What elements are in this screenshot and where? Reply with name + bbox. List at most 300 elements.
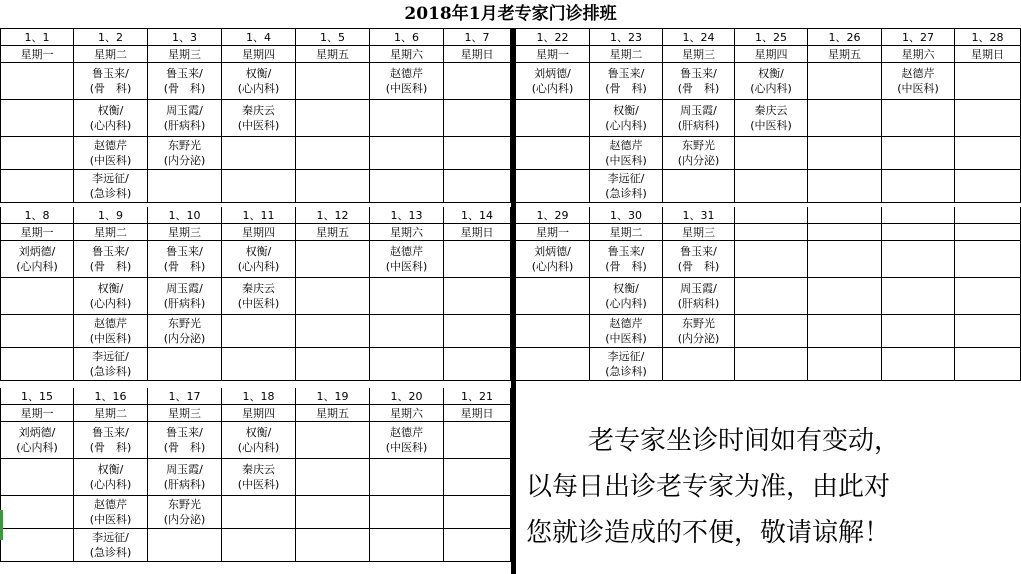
schedule-doctor-cell[interactable] [808,278,882,315]
schedule-doctor-cell[interactable] [444,100,511,137]
schedule-doctor-cell[interactable] [808,315,882,348]
cell-text: (心内科) [750,82,792,95]
schedule-doctor-cell[interactable] [663,348,735,381]
schedule-doctor-cell[interactable] [148,170,222,203]
schedule-doctor-cell[interactable] [444,241,511,278]
cell-text: (骨 科) [605,82,647,95]
schedule-doctor-cell[interactable] [516,137,590,170]
schedule-date-cell[interactable] [370,29,444,46]
schedule-doctor-cell[interactable] [370,137,444,170]
cell-text: 1、22 [536,30,569,44]
schedule-doctor-cell[interactable] [735,170,808,203]
schedule-doctor-cell[interactable] [148,63,222,100]
cell-text: 星期三 [168,47,201,61]
schedule-doctor-cell[interactable] [222,137,296,170]
schedule-date-cell[interactable] [882,29,955,46]
schedule-doctor-cell[interactable] [882,278,955,315]
cell-text: 鲁玉来/ [607,245,645,258]
cell-text: 星期日 [971,47,1004,61]
schedule-weekday-cell[interactable] [444,405,511,422]
schedule-doctor-cell[interactable] [808,348,882,381]
schedule-doctor-cell[interactable] [0,63,74,100]
schedule-doctor-cell[interactable] [590,241,663,278]
schedule-doctor-cell[interactable] [955,278,1021,315]
schedule-doctor-cell[interactable] [808,170,882,203]
schedule-doctor-cell[interactable] [444,348,511,381]
schedule-doctor-cell[interactable] [590,137,663,170]
schedule-doctor-cell[interactable] [590,348,663,381]
cell-text: 权衡/ [245,426,272,439]
cell-text: 1、13 [390,208,423,222]
schedule-doctor-cell[interactable] [444,137,511,170]
schedule-doctor-cell[interactable] [590,170,663,203]
schedule-weekday-cell[interactable] [74,46,148,63]
cell-text: 秦庆云 [242,282,275,295]
schedule-weekday-cell[interactable] [663,224,735,241]
schedule-doctor-cell[interactable] [735,278,808,315]
cell-text: 鲁玉来/ [680,67,717,80]
schedule-doctor-cell[interactable] [296,496,370,529]
schedule-date-cell[interactable] [0,388,74,405]
schedule-weekday-cell[interactable] [148,405,222,422]
cell-text: 赵德芹 [609,139,643,152]
cell-text: (心内科) [237,441,280,454]
notice-line-3: 您就诊造成的不便，敬请谅解！ [526,518,891,548]
schedule-doctor-cell[interactable] [296,459,370,496]
cell-text: 星期日 [460,225,494,239]
schedule-weekday-cell[interactable] [296,224,370,241]
schedule-date-cell[interactable] [882,207,955,224]
schedule-doctor-cell[interactable] [296,100,370,137]
schedule-doctor-cell[interactable] [296,170,370,203]
schedule-date-cell[interactable] [296,207,370,224]
schedule-doctor-cell[interactable] [148,529,222,562]
schedule-doctor-cell[interactable] [148,241,222,278]
schedule-doctor-cell[interactable] [148,137,222,170]
schedule-doctor-cell[interactable] [590,278,663,315]
schedule-doctor-cell[interactable] [148,422,222,459]
schedule-doctor-cell[interactable] [590,63,663,100]
schedule-doctor-cell[interactable] [735,100,808,137]
schedule-date-cell[interactable] [222,207,296,224]
schedule-date-cell[interactable] [148,388,222,405]
cell-text: (中医科) [237,478,280,491]
cell-text: 赵德芹 [94,139,127,152]
schedule-doctor-cell[interactable] [74,348,148,381]
schedule-weekday-cell[interactable] [148,224,222,241]
schedule-doctor-cell[interactable] [296,278,370,315]
schedule-doctor-cell[interactable] [370,100,444,137]
cell-text: (中医科) [237,119,280,132]
cell-text: (心内科) [605,297,647,310]
schedule-date-cell[interactable] [296,388,370,405]
schedule-doctor-cell[interactable] [370,241,444,278]
schedule-doctor-cell[interactable] [0,348,74,381]
schedule-doctor-cell[interactable] [0,315,74,348]
schedule-weekday-cell[interactable] [590,224,663,241]
schedule-doctor-cell[interactable] [222,529,296,562]
schedule-weekday-cell[interactable] [444,224,511,241]
schedule-date-cell[interactable] [370,388,444,405]
schedule-doctor-cell[interactable] [955,100,1021,137]
cell-text: 1、20 [390,389,423,403]
schedule-doctor-cell[interactable] [148,459,222,496]
schedule-doctor-cell[interactable] [444,496,511,529]
schedule-doctor-cell[interactable] [663,241,735,278]
schedule-doctor-cell[interactable] [0,459,74,496]
schedule-doctor-cell[interactable] [74,137,148,170]
schedule-weekday-cell[interactable] [882,224,955,241]
cell-text: (中医科) [385,260,428,273]
schedule-doctor-cell[interactable] [148,496,222,529]
schedule-doctor-cell[interactable] [222,422,296,459]
schedule-doctor-cell[interactable] [222,170,296,203]
schedule-doctor-cell[interactable] [74,241,148,278]
schedule-doctor-cell[interactable] [148,315,222,348]
schedule-doctor-cell[interactable] [955,348,1021,381]
cell-text: 李远征/ [92,531,129,544]
schedule-date-cell[interactable] [516,29,590,46]
schedule-date-cell[interactable] [955,207,1021,224]
schedule-weekday-cell[interactable] [74,405,148,422]
cell-text: 权衡/ [758,67,784,80]
schedule-date-cell[interactable] [148,207,222,224]
schedule-weekday-cell[interactable] [590,46,663,63]
cell-text: 1、29 [536,208,569,222]
cell-text: (骨 科) [163,82,206,95]
schedule-doctor-cell[interactable] [882,241,955,278]
schedule-doctor-cell[interactable] [370,496,444,529]
schedule-doctor-cell[interactable] [808,241,882,278]
cell-text: 鲁玉来/ [166,245,203,258]
cell-text: 鲁玉来/ [166,67,203,80]
schedule-doctor-cell[interactable] [74,315,148,348]
cell-text: 星期三 [682,47,715,61]
schedule-weekday-cell[interactable] [0,224,74,241]
schedule-doctor-cell[interactable] [516,63,590,100]
schedule-doctor-cell[interactable] [516,278,590,315]
notice-line-2: 以每日出诊老专家为准，由此对 [526,472,891,502]
cell-text: 秦庆云 [242,104,275,117]
cell-text: 星期一 [20,225,54,239]
schedule-date-cell[interactable] [444,388,511,405]
schedule-doctor-cell[interactable] [663,315,735,348]
cell-text: 星期三 [168,406,201,420]
schedule-date-cell[interactable] [955,29,1021,46]
schedule-weekday-cell[interactable] [0,46,74,63]
schedule-weekday-cell[interactable] [148,46,222,63]
notice-text [516,388,1021,574]
schedule-doctor-cell[interactable] [222,315,296,348]
schedule-doctor-cell[interactable] [296,315,370,348]
schedule-weekday-cell[interactable] [74,224,148,241]
schedule-doctor-cell[interactable] [370,348,444,381]
schedule-doctor-cell[interactable] [808,137,882,170]
cell-text: 刘炳德/ [18,426,56,439]
cell-text: 星期一 [536,47,569,61]
schedule-date-cell[interactable] [663,29,735,46]
schedule-doctor-cell[interactable] [74,278,148,315]
schedule-weekday-cell[interactable] [516,224,590,241]
cell-text: 星期六 [390,225,423,239]
schedule-doctor-cell[interactable] [955,63,1021,100]
cell-text: (骨 科) [89,260,132,273]
schedule-doctor-cell[interactable] [370,315,444,348]
cell-text: 1、19 [316,389,349,403]
schedule-date-cell[interactable] [808,207,882,224]
schedule-doctor-cell[interactable] [222,100,296,137]
schedule-date-cell[interactable] [444,207,511,224]
schedule-weekday-cell[interactable] [296,405,370,422]
schedule-doctor-cell[interactable] [370,529,444,562]
cell-text: (骨 科) [163,260,206,273]
schedule-doctor-cell[interactable] [735,63,808,100]
schedule-doctor-cell[interactable] [222,459,296,496]
schedule-doctor-cell[interactable] [955,170,1021,203]
schedule-doctor-cell[interactable] [444,422,511,459]
schedule-doctor-cell[interactable] [74,496,148,529]
schedule-doctor-cell[interactable] [516,170,590,203]
schedule-doctor-cell[interactable] [370,278,444,315]
schedule-date-cell[interactable] [74,29,148,46]
cell-text: 东野光 [168,498,201,511]
schedule-doctor-cell[interactable] [0,241,74,278]
schedule-doctor-cell[interactable] [590,315,663,348]
cell-text: 李远征/ [607,350,645,363]
cell-text: (内分泌) [163,513,206,526]
schedule-date-cell[interactable] [590,207,663,224]
schedule-doctor-cell[interactable] [0,422,74,459]
schedule-doctor-cell[interactable] [296,63,370,100]
schedule-date-cell[interactable] [296,29,370,46]
schedule-doctor-cell[interactable] [444,278,511,315]
schedule-doctor-cell[interactable] [296,348,370,381]
cell-text: 1、8 [24,208,50,222]
schedule-date-cell[interactable] [516,207,590,224]
schedule-date-cell[interactable] [74,388,148,405]
schedule-doctor-cell[interactable] [663,137,735,170]
cell-text: (中医科) [897,82,939,95]
schedule-doctor-cell[interactable] [882,315,955,348]
schedule-doctor-cell[interactable] [0,496,74,529]
schedule-weekday-cell[interactable] [663,46,735,63]
cell-text: 星期六 [901,47,935,61]
schedule-doctor-cell[interactable] [516,100,590,137]
cell-text: 周玉霞/ [166,282,203,295]
cell-text: (心内科) [237,260,280,273]
schedule-weekday-cell[interactable] [0,405,74,422]
schedule-doctor-cell[interactable] [222,63,296,100]
cell-text: (心内科) [237,82,280,95]
cell-text: 星期一 [536,225,569,239]
schedule-doctor-cell[interactable] [735,348,808,381]
cell-text: 1、1 [24,30,50,44]
schedule-doctor-cell[interactable] [444,459,511,496]
schedule-doctor-cell[interactable] [74,170,148,203]
schedule-weekday-cell[interactable] [370,224,444,241]
cell-text: 星期六 [390,406,423,420]
cell-text: 星期四 [242,406,275,420]
schedule-doctor-cell[interactable] [74,422,148,459]
cell-text: 星期四 [242,47,275,61]
schedule-weekday-cell[interactable] [222,46,296,63]
schedule-doctor-cell[interactable] [148,100,222,137]
schedule-doctor-cell[interactable] [882,170,955,203]
schedule-doctor-cell[interactable] [0,170,74,203]
cell-text: 1、4 [246,30,271,44]
schedule-doctor-cell[interactable] [516,348,590,381]
schedule-weekday-cell[interactable] [516,46,590,63]
schedule-doctor-cell[interactable] [222,496,296,529]
schedule-weekday-cell[interactable] [735,46,808,63]
schedule-doctor-cell[interactable] [882,348,955,381]
schedule-doctor-cell[interactable] [370,63,444,100]
schedule-doctor-cell[interactable] [0,100,74,137]
schedule-date-cell[interactable] [222,388,296,405]
schedule-date-cell[interactable] [370,207,444,224]
cell-text: (骨 科) [89,441,132,454]
schedule-doctor-cell[interactable] [296,529,370,562]
cell-text: (内分泌) [163,332,206,345]
schedule-doctor-cell[interactable] [663,63,735,100]
schedule-doctor-cell[interactable] [590,100,663,137]
schedule-doctor-cell[interactable] [516,315,590,348]
cell-text: (骨 科) [605,260,647,273]
schedule-date-cell[interactable] [808,29,882,46]
cell-text: (内分泌) [677,154,720,167]
schedule-doctor-cell[interactable] [0,278,74,315]
schedule-doctor-cell[interactable] [74,63,148,100]
cell-text: (心内科) [89,478,132,491]
schedule-doctor-cell[interactable] [444,63,511,100]
schedule-doctor-cell[interactable] [516,241,590,278]
cell-text: (心内科) [531,82,574,95]
cell-text: (肝病科) [677,119,720,132]
schedule-weekday-cell[interactable] [735,224,808,241]
cell-text: 权衡/ [613,282,639,295]
schedule-date-cell[interactable] [0,29,74,46]
cell-text: 1、15 [21,389,53,403]
schedule-doctor-cell[interactable] [882,63,955,100]
schedule-doctor-cell[interactable] [0,137,74,170]
schedule-doctor-cell[interactable] [955,241,1021,278]
schedule-weekday-cell[interactable] [955,46,1021,63]
schedule-weekday-cell[interactable] [296,46,370,63]
schedule-weekday-cell[interactable] [370,405,444,422]
schedule-weekday-cell[interactable] [808,224,882,241]
cell-text: 星期日 [460,47,494,61]
schedule-doctor-cell[interactable] [74,529,148,562]
schedule-doctor-cell[interactable] [296,422,370,459]
schedule-doctor-cell[interactable] [955,315,1021,348]
schedule-doctor-cell[interactable] [444,529,511,562]
cell-text: 1、5 [320,30,345,44]
cell-text: 李远征/ [92,172,129,185]
schedule-doctor-cell[interactable] [735,137,808,170]
schedule-doctor-cell[interactable] [663,100,735,137]
schedule-date-cell[interactable] [148,29,222,46]
cell-text: 周玉霞/ [166,104,203,117]
cell-text: 权衡/ [613,104,639,117]
schedule-doctor-cell[interactable] [444,170,511,203]
cell-text: (心内科) [605,119,647,132]
schedule-doctor-cell[interactable] [882,100,955,137]
cell-text: 1、17 [168,389,201,403]
page-title: 2018年1月老专家门诊排班 [0,0,1021,29]
schedule-doctor-cell[interactable] [808,100,882,137]
cell-text: 星期一 [20,47,54,61]
cell-text: 1、24 [682,30,715,44]
schedule-date-cell[interactable] [590,29,663,46]
cell-text: 1、11 [242,208,275,222]
cell-text: 星期五 [316,47,349,61]
cell-text: (肝病科) [163,478,206,491]
schedule-date-cell[interactable] [74,207,148,224]
cell-text: (急诊科) [605,365,647,378]
schedule-weekday-cell[interactable] [808,46,882,63]
schedule-doctor-cell[interactable] [370,422,444,459]
schedule-weekday-cell[interactable] [444,46,511,63]
schedule-doctor-cell[interactable] [148,348,222,381]
schedule-weekday-cell[interactable] [882,46,955,63]
cell-text: 星期五 [316,406,349,420]
schedule-doctor-cell[interactable] [222,348,296,381]
cell-text: 鲁玉来/ [607,67,645,80]
schedule-weekday-cell[interactable] [370,46,444,63]
cell-text: 1、26 [828,30,861,44]
schedule-doctor-cell[interactable] [74,100,148,137]
schedule-date-cell[interactable] [222,29,296,46]
schedule-doctor-cell[interactable] [370,170,444,203]
cell-text: 1、16 [94,389,127,403]
cell-text: 刘炳德/ [534,67,571,80]
schedule-doctor-cell[interactable] [663,278,735,315]
schedule-doctor-cell[interactable] [222,241,296,278]
schedule-doctor-cell[interactable] [0,529,74,562]
cell-text: 东野光 [168,317,201,330]
schedule-doctor-cell[interactable] [735,315,808,348]
schedule-doctor-cell[interactable] [808,63,882,100]
cell-text: 秦庆云 [242,463,275,476]
schedule-weekday-cell[interactable] [222,224,296,241]
cell-text: 星期二 [94,225,127,239]
schedule-weekday-cell[interactable] [222,405,296,422]
schedule-doctor-cell[interactable] [882,137,955,170]
schedule-doctor-cell[interactable] [222,278,296,315]
schedule-doctor-cell[interactable] [148,278,222,315]
schedule-date-cell[interactable] [735,207,808,224]
schedule-doctor-cell[interactable] [74,459,148,496]
schedule-doctor-cell[interactable] [370,459,444,496]
schedule-weekday-cell[interactable] [955,224,1021,241]
cell-text: (肝病科) [677,297,720,310]
cell-text: 星期三 [682,225,715,239]
schedule-doctor-cell[interactable] [735,241,808,278]
schedule-date-cell[interactable] [0,207,74,224]
schedule-doctor-cell[interactable] [663,170,735,203]
schedule-date-cell[interactable] [663,207,735,224]
schedule-date-cell[interactable] [444,29,511,46]
schedule-doctor-cell[interactable] [955,137,1021,170]
schedule-doctor-cell[interactable] [444,315,511,348]
schedule-date-cell[interactable] [735,29,808,46]
schedule-doctor-cell[interactable] [296,137,370,170]
cell-text: (中医科) [89,154,132,167]
schedule-doctor-cell[interactable] [296,241,370,278]
cell-text: 东野光 [168,139,201,152]
cell-text: 1、27 [902,30,934,44]
cell-text: 权衡/ [97,282,124,295]
